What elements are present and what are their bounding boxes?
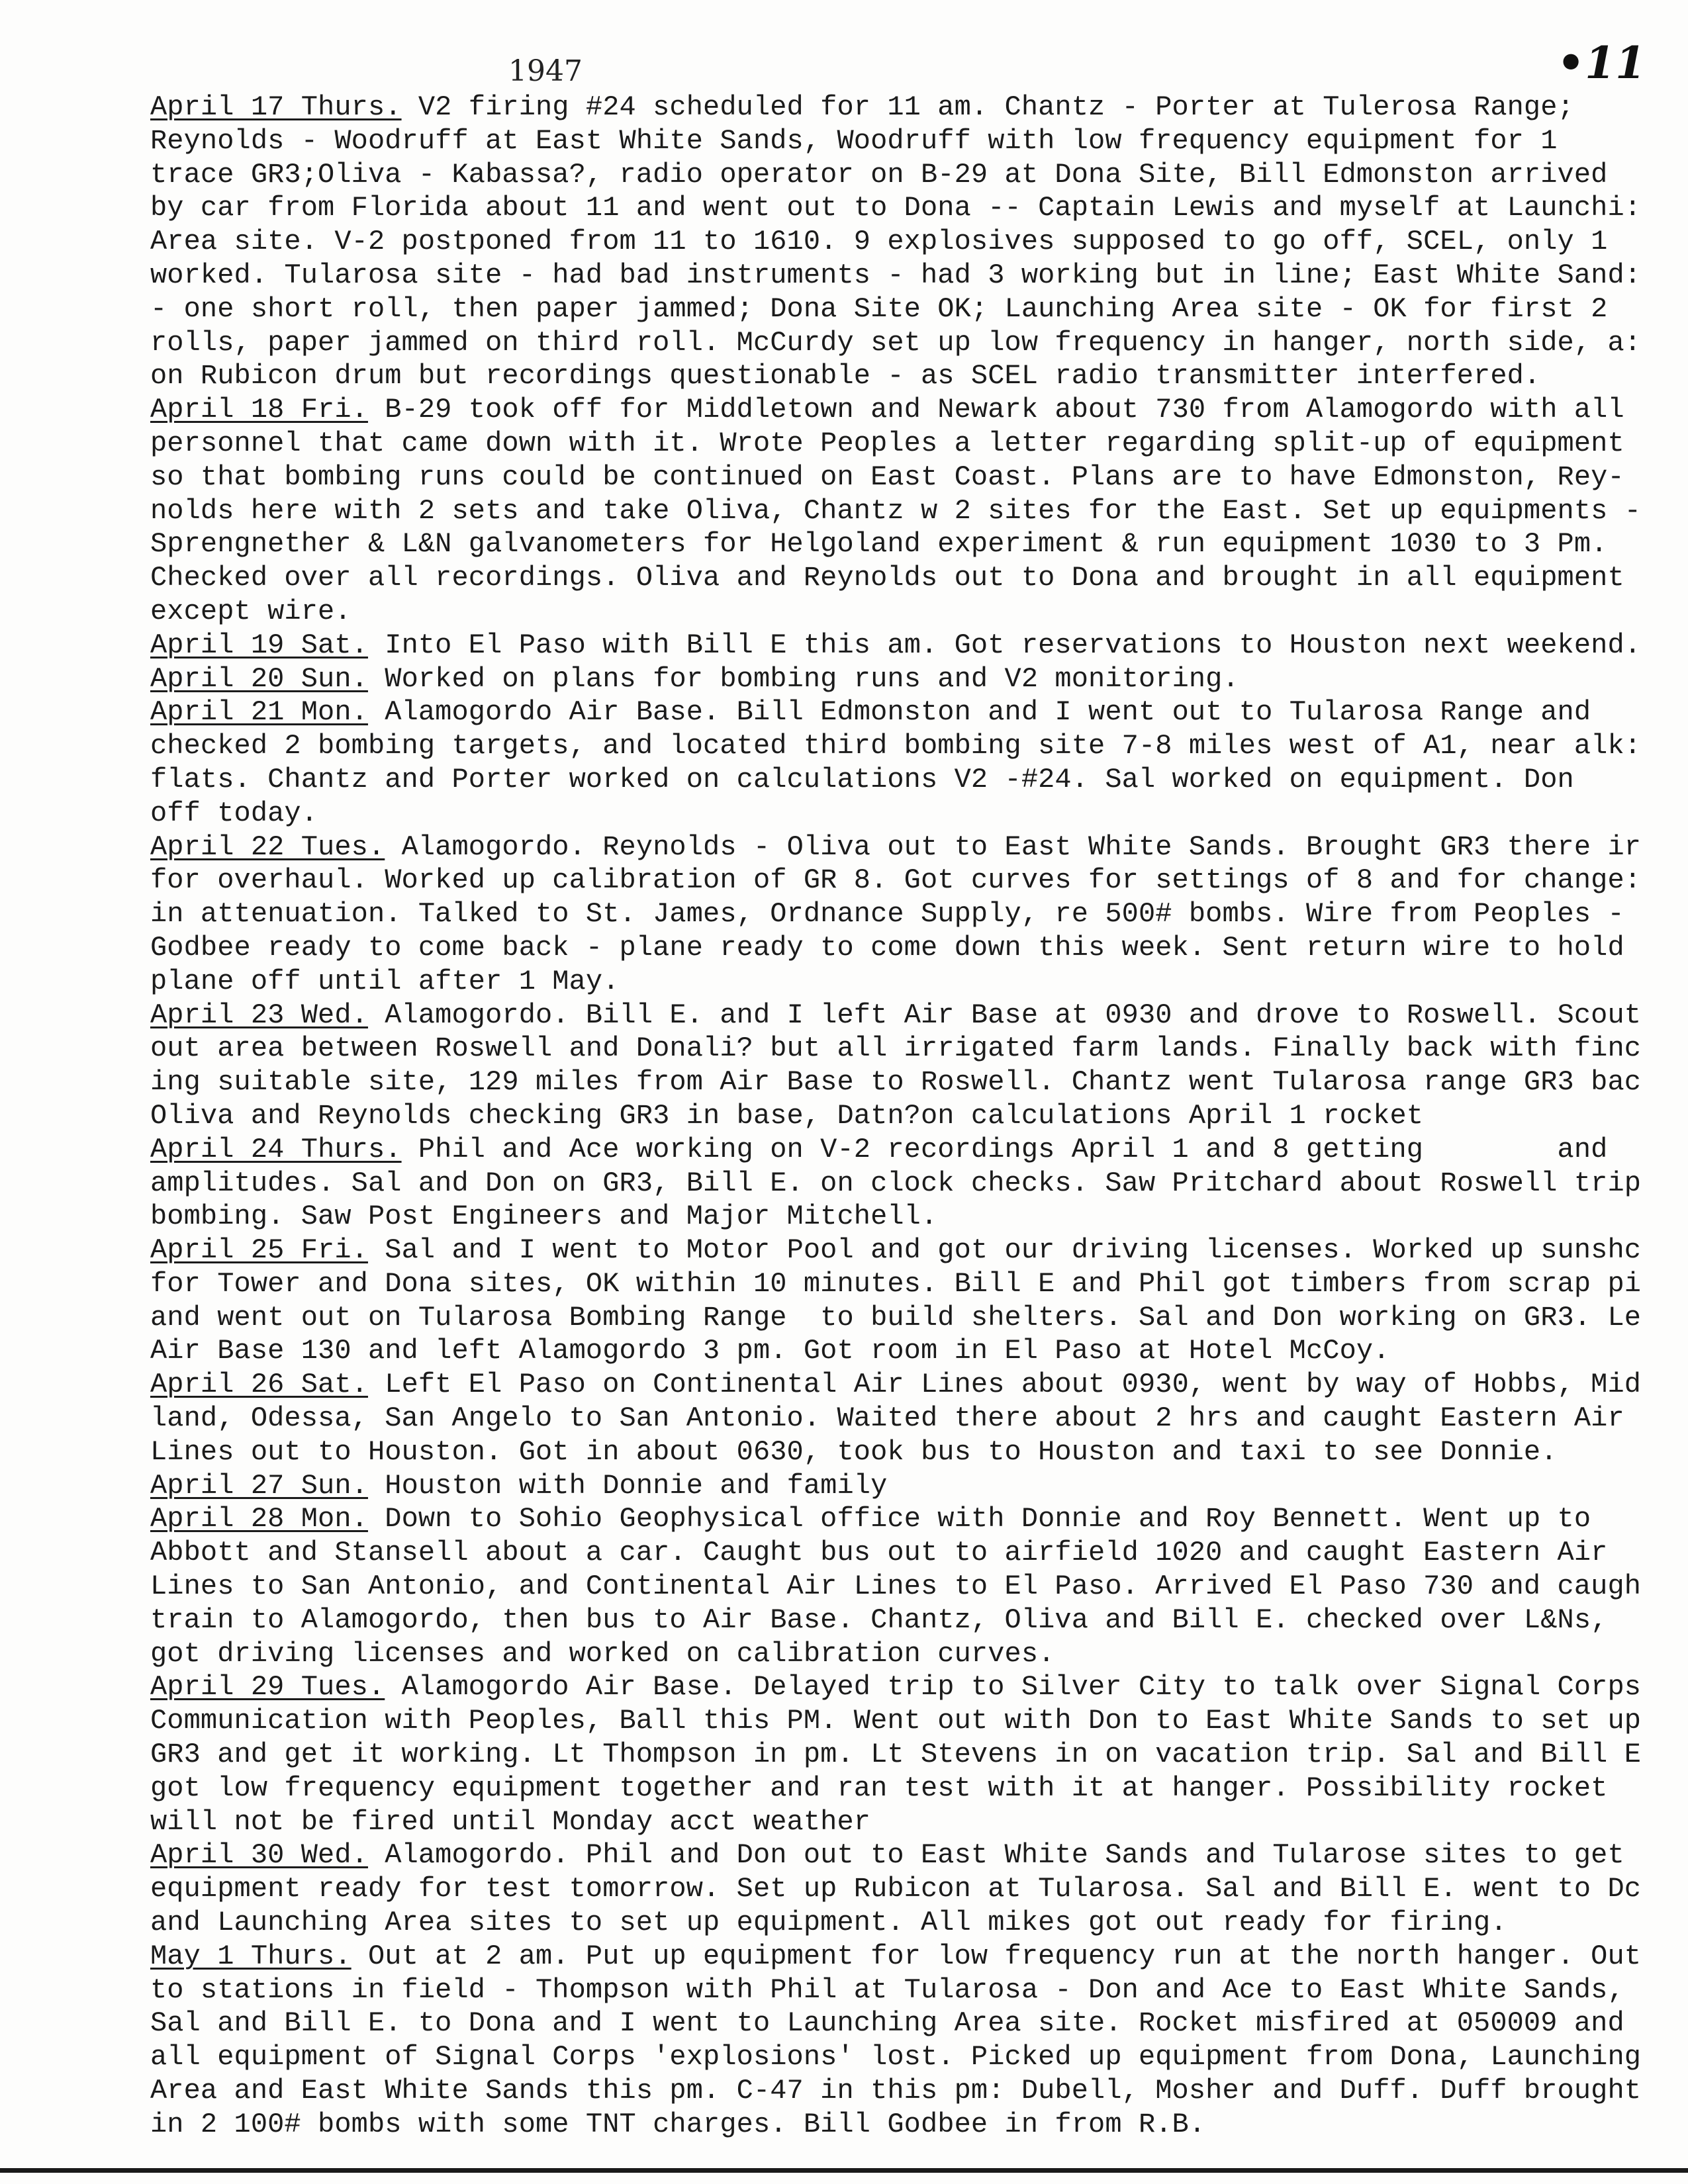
entry-line (150, 1368, 1673, 1402)
entry-line: all equipment of Signal Corps 'explosions' lost. Picked up equipment from Dona, Launching (150, 2041, 1642, 2073)
entry-line (150, 1839, 1673, 1872)
entry-line: Lines to San Antonio, and Continental Air Lines to El Paso. Arrived El Paso 730 and caugh (150, 1570, 1642, 1603)
entry-date: April 19 Sat. (150, 629, 368, 661)
entry-line: checked 2 bombing targets, and located third bombing site 7-8 miles west of A1, near alk: (150, 730, 1642, 762)
entry-text: Houston with Donnie and family (367, 1469, 888, 1502)
entry-line: Area and East White Sands this pm. C-47 in this pm: Dubell, Mosher and Duff. Duff brought (150, 2075, 1642, 2107)
entry-line (150, 1670, 1673, 1704)
entry-line: Oliva and Reynolds checking GR3 in base, Datn?on calculations April 1 rocket (150, 1099, 1424, 1132)
entry-line: train to Alamogordo, then bus to Air Base. Chantz, Oliva and Bill E. checked over L&Ns, (150, 1604, 1608, 1636)
entry-line: Sprengnether & L&N galvanometers for Helgoland experiment & run equipment 1030 to 3 Pm. (150, 528, 1608, 561)
entry-line: Lines out to Houston. Got in about 0630, took bus to Houston and taxi to see Donnie. (150, 1435, 1558, 1468)
entry-line: Godbee ready to come back - plane ready to come down this week. Sent return wire to hold (150, 931, 1624, 964)
entry-date: April 30 Wed. (150, 1839, 368, 1872)
entry-line: Checked over all recordings. Oliva and Reynolds out to Dona and brought in all equipment (150, 562, 1624, 594)
entry-line (150, 831, 1673, 864)
entry-line: got driving licenses and worked on calibration curves. (150, 1637, 1055, 1670)
entry-line (150, 662, 1673, 696)
entry-text: Down to Sohio Geophysical office with Donnie and Roy Bennett. Went up to (367, 1503, 1591, 1535)
entry-line: to stations in field - Thompson with Phil at Tularosa - Don and Ace to East White Sands, (150, 1974, 1624, 2006)
entry-date: April 24 Thurs. (150, 1133, 402, 1165)
entry-line (150, 1234, 1673, 1267)
entry-line: Communication with Peoples, Ball this PM. Went out with Don to East White Sands to set up (150, 1705, 1642, 1737)
entry-line (150, 1502, 1673, 1536)
entry-line: flats. Chantz and Porter worked on calculations V2 -#24. Sal worked on equipment. Don (150, 763, 1574, 796)
bottom-edge-rule (0, 2168, 1688, 2173)
entry-text: Alamogordo Air Base. Bill Edmonston and I went out to Tularosa Range and (367, 696, 1591, 729)
entry-line: - one short roll, then paper jammed; Dona Site OK; Launching Area site - OK for first 2 (150, 293, 1608, 325)
entry-text: Worked on plans for bombing runs and V2 monitoring. (367, 662, 1239, 695)
entry-line (150, 629, 1673, 662)
entry-line (150, 696, 1673, 729)
entry-line: off today. (150, 797, 318, 829)
entry-text: Sal and I went to Motor Pool and got our driving licenses. Worked up sunshc (367, 1234, 1642, 1267)
entry-line: land, Odessa, San Angelo to San Antonio. Waited there about 2 hrs and caught Eastern Air (150, 1402, 1624, 1435)
entry-line: Abbott and Stansell about a car. Caught bus out to airfield 1020 and caught Eastern Air (150, 1537, 1608, 1569)
entry-line: in 2 100# bombs with some TNT charges. Bill Godbee in from R.B. (150, 2108, 1206, 2140)
entry-date: April 21 Mon. (150, 696, 368, 729)
entry-date: April 20 Sun. (150, 662, 368, 695)
entry-line: on Rubicon drum but recordings questionable - as SCEL radio transmitter interfered. (150, 360, 1541, 392)
entry-line (150, 1469, 1673, 1503)
entry-line: Sal and Bill E. to Dona and I went to Launching Area site. Rocket misfired at 050009 and (150, 2007, 1624, 2040)
entry-date: April 22 Tues. (150, 831, 385, 863)
entry-line: amplitudes. Sal and Don on GR3, Bill E. on clock checks. Saw Pritchard about Roswell trip (150, 1167, 1642, 1199)
entry-line: so that bombing runs could be continued on East Coast. Plans are to have Edmonston, Rey- (150, 461, 1624, 493)
entry-line: in attenuation. Talked to St. James, Ordnance Supply, re 500# bombs. Wire from Peoples - (150, 898, 1624, 931)
year-heading: 1947 (508, 54, 583, 88)
entry-date: April 17 Thurs. (150, 91, 402, 123)
entry-line: rolls, paper jammed on third roll. McCurdy set up low frequency in hanger, north side, a: (150, 326, 1642, 359)
page-number: •11 (1557, 37, 1646, 89)
entry-line: GR3 and get it working. Lt Thompson in pm. Lt Stevens in on vacation trip. Sal and Bill E (150, 1739, 1642, 1771)
entry-line: worked. Tularosa site - had bad instruments - had 3 working but in line; East White Sand: (150, 259, 1642, 291)
entry-line: Area site. V-2 postponed from 11 to 1610. 9 explosives supposed to go off, SCEL, only 1 (150, 226, 1608, 258)
entry-line: will not be fired until Monday acct weather (150, 1805, 871, 1838)
entry-line (150, 393, 1673, 427)
entry-line: out area between Roswell and Donali? but all irrigated farm lands. Finally back with finc (150, 1032, 1642, 1065)
entry-text: Alamogordo. Bill E. and I left Air Base at 0930 and drove to Roswell. Scout (367, 999, 1642, 1031)
entry-line: except wire. (150, 595, 352, 627)
entry-line (150, 1940, 1673, 1974)
log-entries (150, 91, 1673, 2142)
entry-line: personnel that came down with it. Wrote Peoples a letter regarding split-up of equipment (150, 427, 1624, 459)
entry-text: Left El Paso on Continental Air Lines about 0930, went by way of Hobbs, Mid (367, 1369, 1642, 1401)
entry-text: B-29 took off for Middletown and Newark about 730 from Alamogordo with all (367, 394, 1624, 426)
entry-line: bombing. Saw Post Engineers and Major Mitchell. (150, 1201, 938, 1233)
entry-text: Into El Paso with Bill E this am. Got reservations to Houston next weekend. (367, 629, 1642, 661)
entry-line: got low frequency equipment together and ran test with it at hanger. Possibility rocket (150, 1772, 1608, 1804)
entry-date: May 1 Thurs. (150, 1940, 352, 1972)
entry-line: trace GR3;Oliva - Kabassa?, radio operator on B-29 at Dona Site, Bill Edmonston arrived (150, 158, 1608, 191)
entry-text: Alamogordo Air Base. Delayed trip to Silver City to talk over Signal Corps (385, 1671, 1642, 1704)
entry-line: for Tower and Dona sites, OK within 10 minutes. Bill E and Phil got timbers from scrap pi (150, 1267, 1642, 1300)
entry-line (150, 1133, 1673, 1167)
entry-line: equipment ready for test tomorrow. Set up Rubicon at Tularosa. Sal and Bill E. went to Dc (150, 1873, 1642, 1905)
entry-line: nolds here with 2 sets and take Oliva, Chantz w 2 sites for the East. Set up equipments - (150, 494, 1642, 527)
entry-date: April 28 Mon. (150, 1503, 368, 1535)
entry-text: V2 firing #24 scheduled for 11 am. Chantz - Porter at Tulerosa Range; (401, 91, 1574, 123)
entry-text: Alamogordo. Phil and Don out to East White Sands and Tularose sites to get (367, 1839, 1624, 1872)
entry-date: April 27 Sun. (150, 1469, 368, 1502)
entry-line: Reynolds - Woodruff at East White Sands, Woodruff with low frequency equipment for 1 (150, 124, 1558, 157)
entry-text: Phil and Ace working on V-2 recordings April 1 and 8 getting and (401, 1133, 1608, 1165)
entry-date: April 26 Sat. (150, 1369, 368, 1401)
entry-line: Air Base 130 and left Alamogordo 3 pm. Got room in El Paso at Hotel McCoy. (150, 1335, 1390, 1367)
entry-date: April 25 Fri. (150, 1234, 368, 1267)
entry-text: Out at 2 am. Put up equipment for low frequency run at the north hanger. Out (351, 1940, 1642, 1972)
entry-line: ing suitable site, 129 miles from Air Base to Roswell. Chantz went Tularosa range GR3 bac (150, 1066, 1642, 1099)
entry-line: by car from Florida about 11 and went out to Dona -- Captain Lewis and myself at Launchi: (150, 192, 1642, 224)
entry-date: April 29 Tues. (150, 1671, 385, 1704)
entry-line: and Launching Area sites to set up equipment. All mikes got out ready for firing. (150, 1907, 1507, 1939)
entry-line: plane off until after 1 May. (150, 965, 620, 997)
entry-date: April 23 Wed. (150, 999, 368, 1031)
entry-text: Alamogordo. Reynolds - Oliva out to East White Sands. Brought GR3 there ir (385, 831, 1642, 863)
entry-line: for overhaul. Worked up calibration of GR 8. Got curves for settings of 8 and for change: (150, 864, 1642, 897)
entry-line (150, 91, 1673, 124)
entry-line: and went out on Tularosa Bombing Range to build shelters. Sal and Don working on GR3. Le (150, 1301, 1642, 1334)
entry-line (150, 999, 1673, 1032)
entry-date: April 18 Fri. (150, 394, 368, 426)
